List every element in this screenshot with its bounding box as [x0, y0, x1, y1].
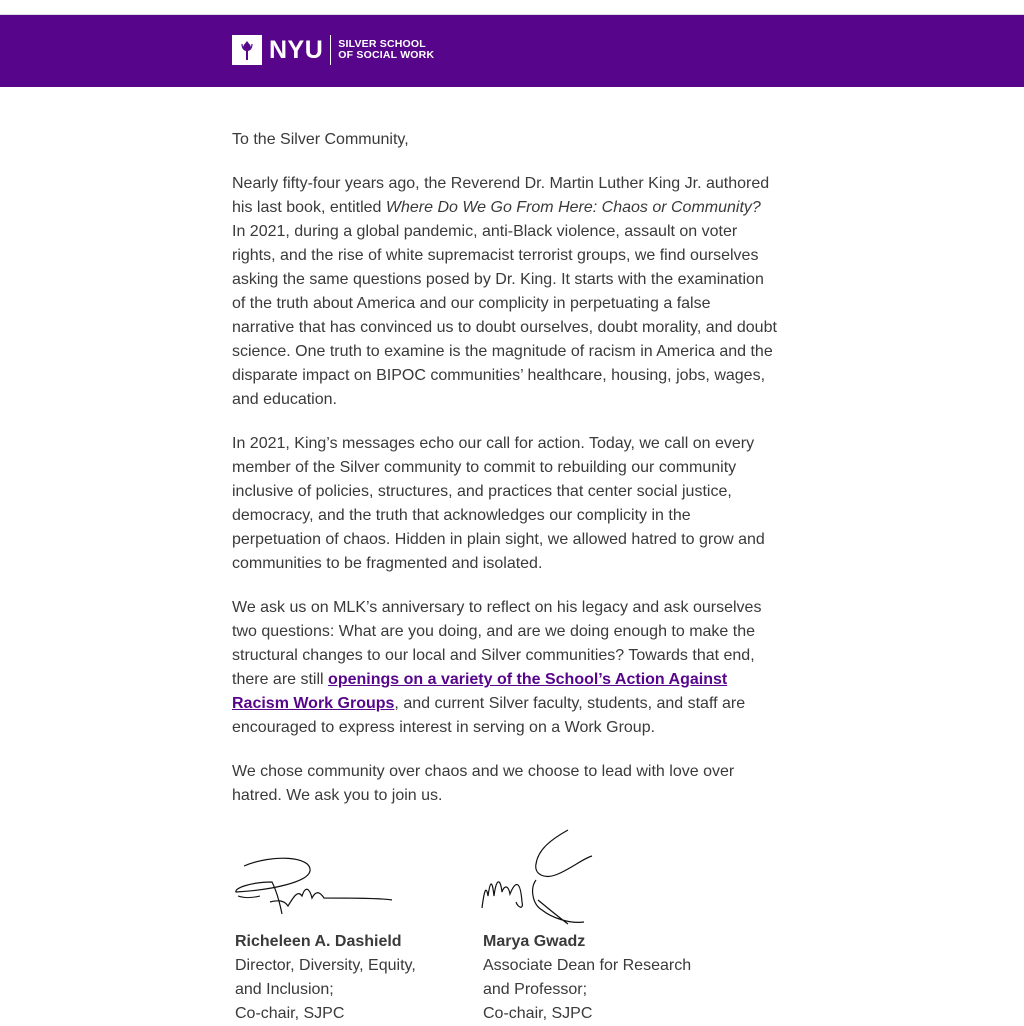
- paragraph-3-text-a: We ask us on MLK’s anniversary to reflect on his legacy and ask ourselves two questions: What are you doing, and are we doing enough to make the structural changes to our local and Silver communities? Towards that end, there are still: [232, 599, 762, 688]
- salutation: To the Silver Community,: [232, 131, 409, 148]
- signature-image-dashield: [232, 826, 472, 930]
- signer-name-gwadz: Marya Gwadz: [483, 933, 586, 950]
- paragraph-2: In 2021, King’s messages echo our call for action. Today, we call on every member of the Silver community to commit to rebuilding our community inclusive of policies, structures, and practices that center social justice, democracy, and the truth that acknowledges our complicity in the perpetuation of chaos. Hidden in plain sight, we allowed hatred to grow and communities to be fragmented and isolated.: [232, 435, 765, 572]
- signer-title-dashield: Director, Diversity, Equity, and Inclusion; Co-chair, SJPC: [235, 957, 416, 1022]
- signer-title-gwadz: Associate Dean for Research and Professor; Co-chair, SJPC: [483, 957, 692, 1022]
- school-name: [338, 39, 434, 61]
- signature-block-gwadz: [480, 826, 720, 1026]
- school-name-line2: OF SOCIAL WORK: [338, 48, 435, 61]
- paragraph-1-text-a: Nearly fifty-four years ago, the Reverend Dr. Martin Luther King Jr. authored his last book, entitled: [232, 175, 770, 216]
- torch-icon: [232, 35, 262, 65]
- signature-image-gwadz: [480, 826, 720, 930]
- work-groups-link[interactable]: openings on a variety of the School’s Action Against Racism Work Groups: [232, 671, 728, 712]
- email-header: [0, 15, 1024, 87]
- signature-block-dashield: [232, 826, 472, 1026]
- paragraph-3: [232, 596, 777, 740]
- school-name-line1: SILVER SCHOOL: [338, 37, 426, 50]
- signatures: [232, 826, 792, 1026]
- signer-name-dashield: Richeleen A. Dashield: [235, 933, 402, 950]
- paragraph-1: [232, 172, 777, 412]
- paragraph-3-text-b: , and current Silver faculty, students, and staff are encouraged to express interest in serving on a Work Group.: [232, 695, 746, 736]
- book-title: Where Do We Go From Here: Chaos or Community?: [385, 199, 761, 216]
- top-strip: [0, 0, 1024, 15]
- logo-divider: [330, 35, 331, 65]
- paragraph-1-text-b: In 2021, during a global pandemic, anti-Black violence, assault on voter rights, and the rise of white supremacist terrorist groups, we find ourselves asking the same questions posed by Dr. King. It starts with the examination of the truth about America and our complicity in perpetuating a false narrative that has convinced us to doubt ourselves, doubt morality, and doubt science. One truth to examine is the magnitude of racism in America and the disparate impact on BIPOC communities’ healthcare, housing, jobs, wages, and education.: [232, 223, 777, 408]
- nyu-silver-logo[interactable]: [232, 34, 434, 65]
- letter-body: [232, 128, 777, 828]
- paragraph-4: We chose community over chaos and we choose to lead with love over hatred. We ask you to join us.: [232, 763, 735, 804]
- nyu-wordmark: NYU: [269, 35, 324, 64]
